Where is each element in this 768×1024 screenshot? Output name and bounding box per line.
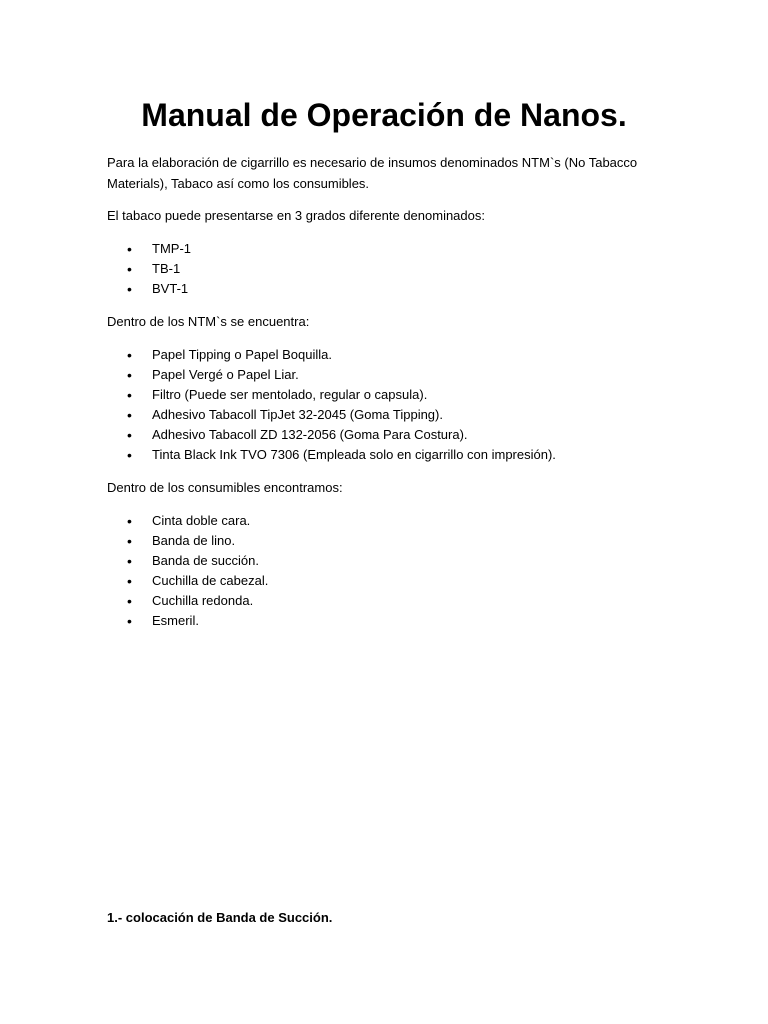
list-item-label: Cuchilla redonda.	[152, 593, 254, 608]
bullet-icon: •	[127, 613, 132, 629]
bullet-icon: •	[127, 573, 132, 589]
list-item	[107, 259, 191, 279]
list-item-label: Adhesivo Tabacoll TipJet 32-2045 (Goma Tipping).	[152, 407, 443, 422]
list-item	[107, 365, 556, 385]
list-item-label: Papel Tipping o Papel Boquilla.	[152, 347, 332, 362]
list-item-label: Tinta Black Ink TVO 7306 (Empleada solo en cigarrillo con impresión).	[152, 447, 556, 462]
list-item	[107, 551, 268, 571]
list-item-label: Esmeril.	[152, 613, 199, 628]
consumibles-intro-paragraph: Dentro de los consumibles encontramos:	[107, 480, 343, 495]
bullet-icon: •	[127, 261, 132, 277]
section-heading: 1.- colocación de Banda de Succión.	[107, 910, 333, 925]
list-item-label: Cinta doble cara.	[152, 513, 251, 528]
tabaco-grades-list	[107, 239, 191, 299]
bullet-icon: •	[127, 513, 132, 529]
list-item-label: TMP-1	[152, 241, 191, 256]
list-item-label: TB-1	[152, 261, 181, 276]
list-item-label: Filtro (Puede ser mentolado, regular o capsula).	[152, 387, 428, 402]
list-item	[107, 405, 556, 425]
list-item	[107, 279, 191, 299]
intro-paragraph-line-2: Materials), Tabaco así como los consumibles.	[107, 176, 370, 191]
list-item	[107, 385, 556, 405]
bullet-icon: •	[127, 347, 132, 363]
tabaco-intro-paragraph: El tabaco puede presentarse en 3 grados diferente denominados:	[107, 208, 485, 223]
document-title: Manual de Operación de Nanos.	[141, 97, 627, 133]
intro-paragraph-line-1: Para la elaboración de cigarrillo es necesario de insumos denominados NTM`s (No Tabacco	[107, 155, 638, 170]
list-item	[107, 425, 556, 445]
bullet-icon: •	[127, 407, 132, 423]
bullet-icon: •	[127, 593, 132, 609]
list-item	[107, 611, 268, 631]
list-item	[107, 239, 191, 259]
list-item	[107, 345, 556, 365]
list-item-label: BVT-1	[152, 281, 189, 296]
bullet-icon: •	[127, 367, 132, 383]
bullet-icon: •	[127, 281, 132, 297]
list-item	[107, 511, 268, 531]
list-item	[107, 445, 556, 465]
list-item	[107, 531, 268, 551]
bullet-icon: •	[127, 447, 132, 463]
bullet-icon: •	[127, 387, 132, 403]
list-item-label: Adhesivo Tabacoll ZD 132-2056 (Goma Para Costura).	[152, 427, 468, 442]
bullet-icon: •	[127, 553, 132, 569]
consumibles-items-list	[107, 511, 268, 631]
list-item-label: Cuchilla de cabezal.	[152, 573, 269, 588]
bullet-icon: •	[127, 241, 132, 257]
bullet-icon: •	[127, 427, 132, 443]
list-item-label: Banda de lino.	[152, 533, 236, 548]
list-item-label: Papel Vergé o Papel Liar.	[152, 367, 299, 382]
ntm-intro-paragraph: Dentro de los NTM`s se encuentra:	[107, 314, 310, 329]
list-item	[107, 571, 268, 591]
list-item	[107, 591, 268, 611]
bullet-icon: •	[127, 533, 132, 549]
list-item-label: Banda de succión.	[152, 553, 259, 568]
ntm-items-list	[107, 345, 556, 465]
